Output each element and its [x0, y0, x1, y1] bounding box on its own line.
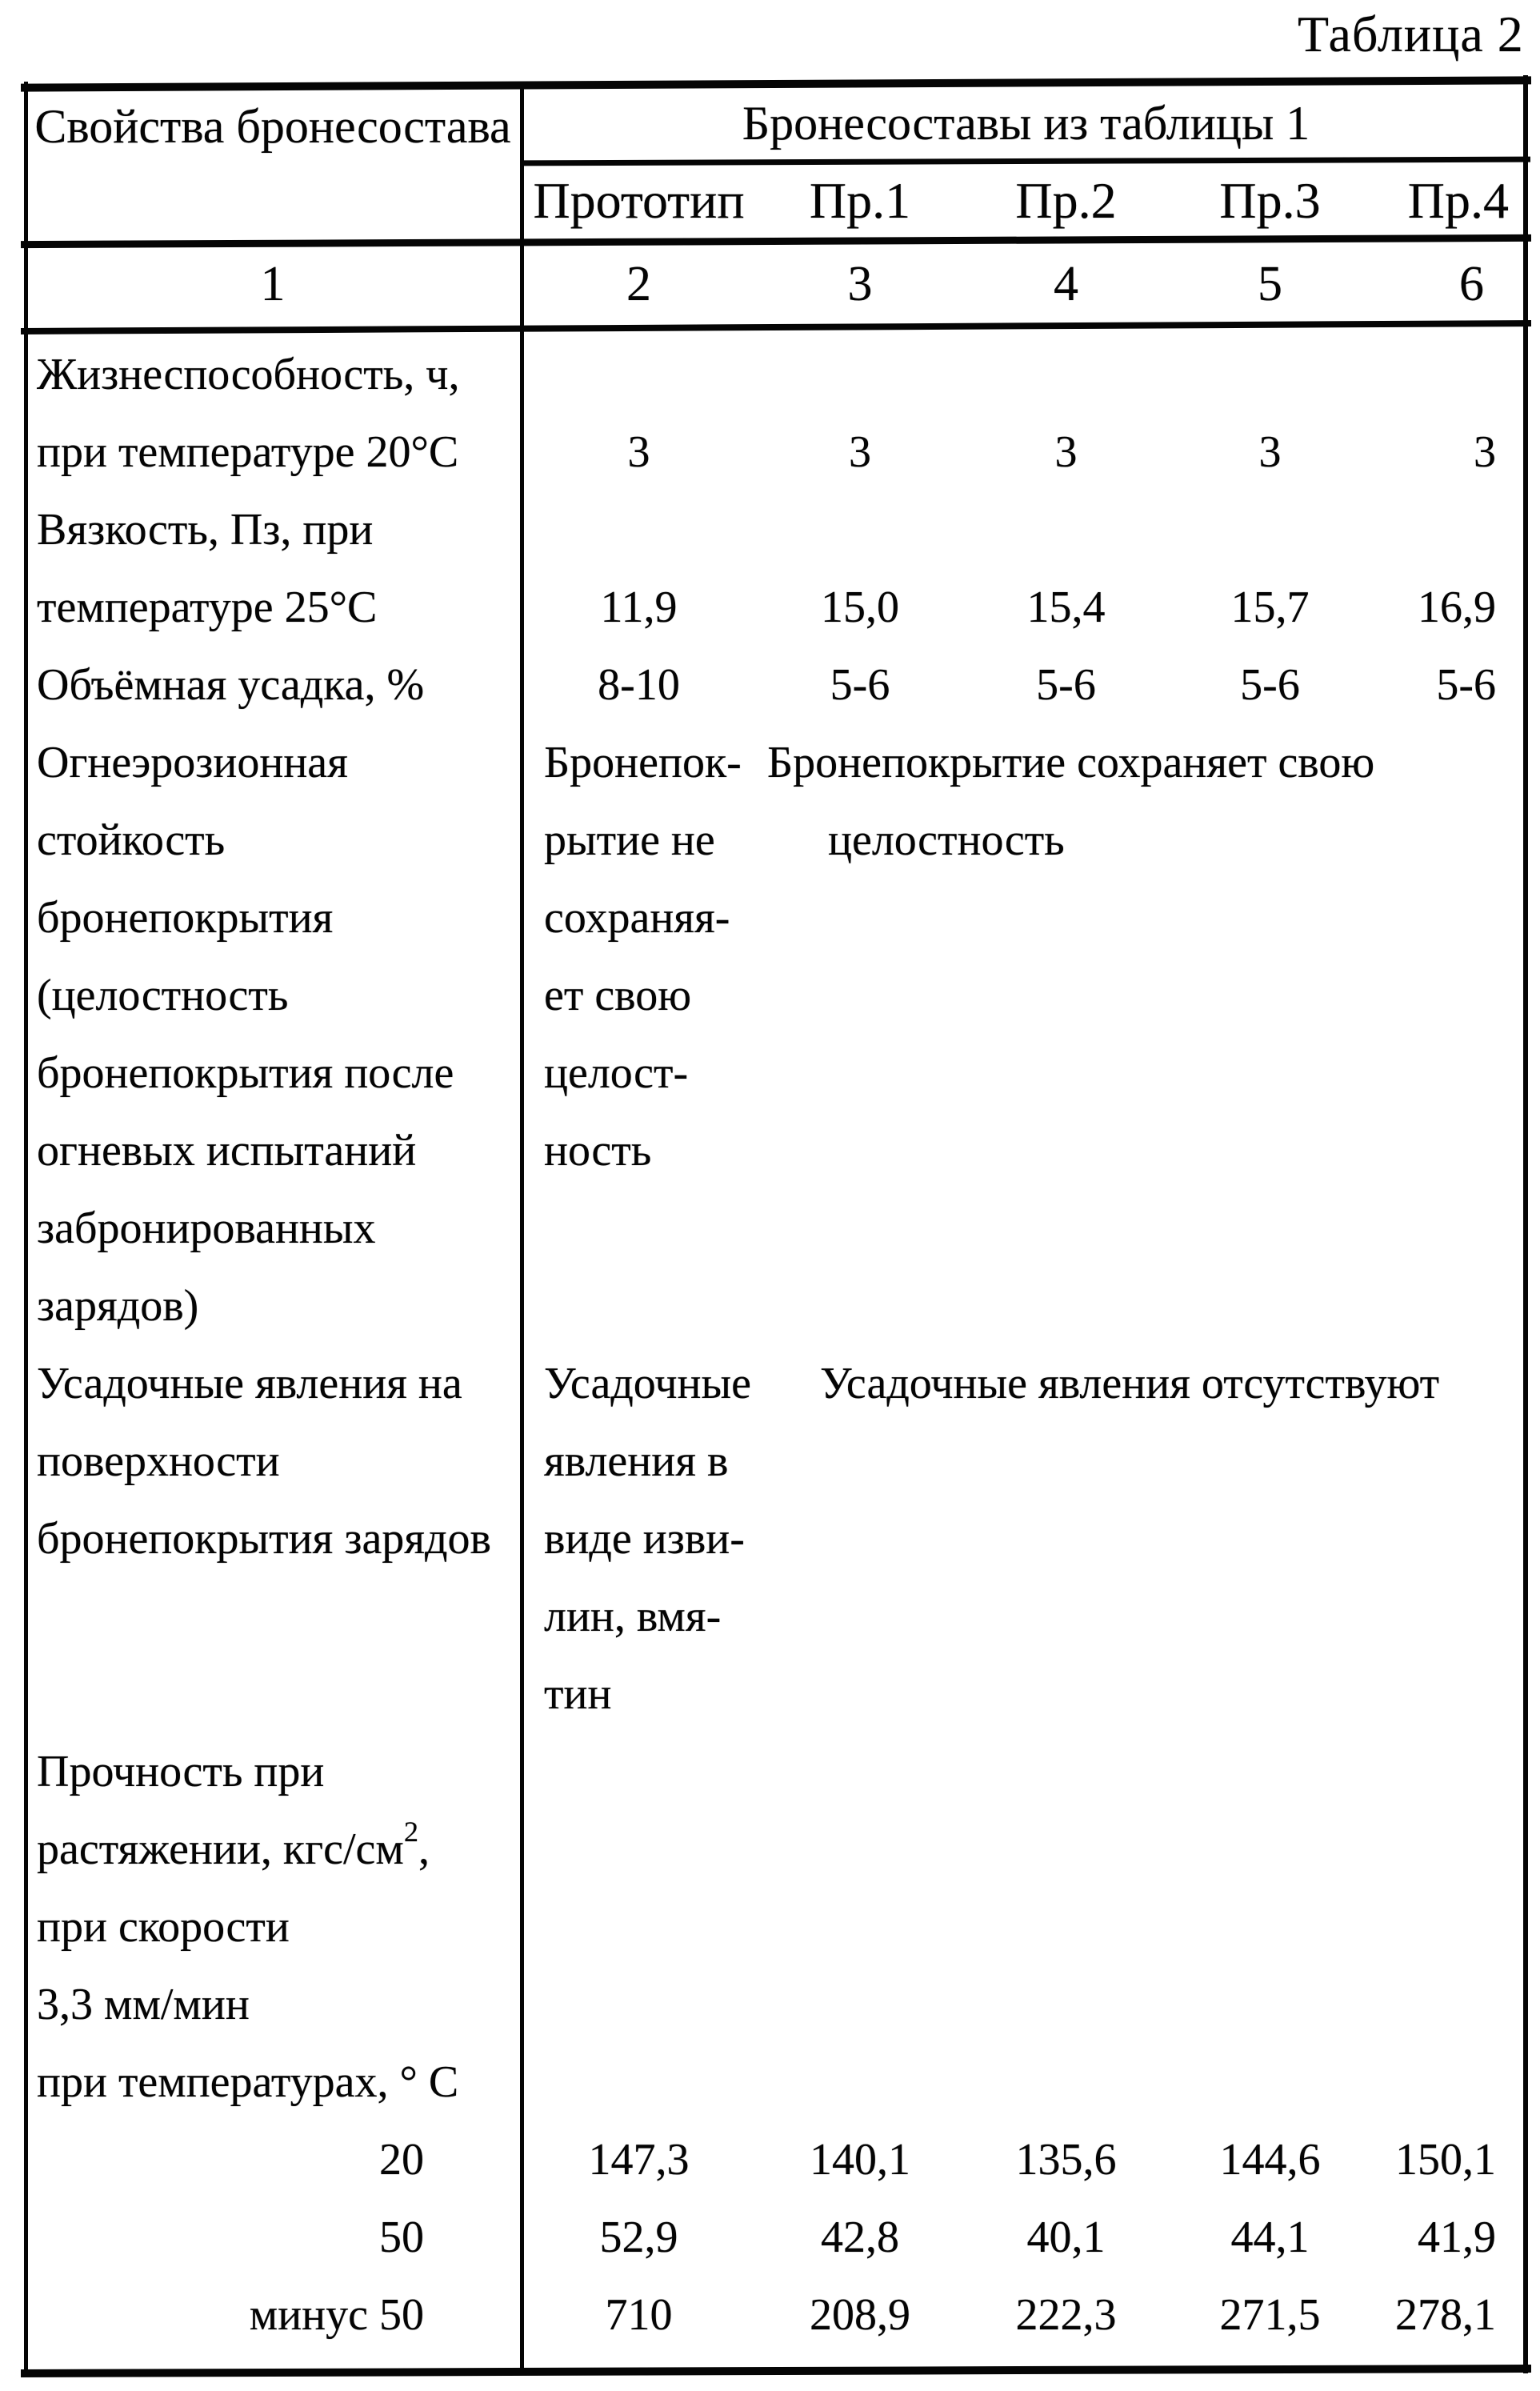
value-cell: 5-6	[1240, 660, 1300, 710]
prototype-cell: ет свою	[544, 971, 692, 1020]
value-cell: 42,8	[821, 2213, 899, 2262]
property-label: Объёмная усадка, %	[37, 660, 425, 710]
property-label: огневых испытаний	[37, 1126, 417, 1175]
header-properties-column: Свойства бронесостава	[34, 100, 511, 153]
value-cell: 3	[1258, 427, 1282, 477]
property-label: Прочность при	[37, 1747, 325, 1796]
property-label: Жизнеспособность, ч,	[37, 350, 460, 399]
property-label: при температурах, ° С	[37, 2057, 459, 2107]
text-segment: растяжении, кгс/см	[37, 1824, 404, 1874]
value-cell: 44,1	[1230, 2213, 1310, 2262]
prototype-cell: Усадочные	[544, 1359, 751, 1408]
value-cell: 15,0	[821, 583, 899, 632]
value-cell: 16,9	[1418, 583, 1496, 632]
prototype-cell: виде изви-	[544, 1514, 745, 1564]
superscript: 2	[403, 1816, 419, 1848]
value-cell: 140,1	[810, 2135, 910, 2185]
column-header-pr2: Пр.2	[1015, 172, 1117, 229]
property-label: минус 50	[249, 2290, 424, 2340]
property-label: стойкость	[37, 815, 226, 865]
value-cell: 11,9	[600, 583, 678, 632]
value-cell: 222,3	[1015, 2290, 1117, 2340]
column-number-6: 6	[1459, 257, 1484, 311]
property-label: бронепокрытия	[37, 893, 334, 943]
value-cell: 52,9	[599, 2213, 678, 2262]
value-cell: 144,6	[1219, 2135, 1321, 2185]
value-cell: 41,9	[1418, 2213, 1496, 2262]
property-label: 3,3 мм/мин	[37, 1980, 250, 2029]
value-cell: 278,1	[1395, 2290, 1496, 2340]
value-cell: 3	[849, 427, 871, 477]
property-label: забронированных	[37, 1204, 376, 1253]
value-cell: 208,9	[810, 2290, 910, 2340]
property-label: Огнеэрозионная	[37, 738, 348, 787]
value-cell: 8-10	[598, 660, 680, 710]
column-number-3: 3	[847, 257, 873, 311]
examples-merged-cell: Бронепокрытие сохраняет свою	[767, 738, 1375, 787]
value-cell: 5-6	[830, 660, 890, 710]
value-cell: 710	[605, 2290, 673, 2340]
column-number-5: 5	[1258, 257, 1282, 311]
property-label: при температуре 20°С	[37, 427, 459, 477]
prototype-cell: рытие не	[544, 815, 715, 865]
prototype-cell: явления в	[544, 1436, 729, 1486]
property-label: Усадочные явления на	[37, 1359, 462, 1408]
value-cell: 15,7	[1230, 583, 1310, 632]
value-cell: 5-6	[1036, 660, 1096, 710]
value-cell: 150,1	[1395, 2135, 1496, 2185]
prototype-cell: ность	[544, 1126, 652, 1175]
value-cell: 135,6	[1015, 2135, 1117, 2185]
column-numbering-row	[24, 245, 1528, 324]
header-group-title: Бронесоставы из таблицы 1	[742, 96, 1310, 150]
value-cell: 3	[1054, 427, 1078, 477]
column-number-4: 4	[1054, 257, 1078, 311]
property-label: 20	[379, 2135, 424, 2185]
property-label: температуре 25°С	[37, 583, 378, 632]
property-label: бронепокрытия после	[37, 1048, 454, 1098]
examples-merged-cell: Усадочные явления отсутствуют	[820, 1359, 1440, 1408]
property-label: поверхности	[37, 1436, 280, 1486]
data-table	[24, 80, 1528, 2378]
prototype-cell: сохраняя-	[544, 893, 730, 943]
value-cell: 271,5	[1219, 2290, 1321, 2340]
prototype-cell: лин, вмя-	[544, 1592, 722, 1641]
column-number-2: 2	[626, 257, 651, 311]
property-label: (целостность	[37, 971, 289, 1020]
value-cell: 3	[627, 427, 650, 477]
value-cell: 5-6	[1436, 660, 1496, 710]
value-cell: 40,1	[1026, 2213, 1106, 2262]
property-label	[24, 1811, 522, 1888]
column-header-prototype: Прототип	[533, 172, 745, 229]
table-body	[24, 336, 1528, 2354]
prototype-cell: Бронепок-	[544, 738, 742, 787]
prototype-cell: целост-	[544, 1048, 689, 1098]
property-label: 50	[379, 2213, 424, 2262]
value-cell: 3	[1474, 427, 1496, 477]
column-header-pr1: Пр.1	[809, 172, 911, 229]
property-label: зарядов)	[37, 1281, 199, 1331]
value-cell: 147,3	[588, 2135, 690, 2185]
column-header-pr4: Пр.4	[1407, 172, 1509, 229]
text-segment: ,	[418, 1824, 430, 1874]
table-caption: Таблица 2	[1298, 6, 1524, 62]
property-label: Вязкость, Пз, при	[37, 505, 374, 555]
property-label: при скорости	[37, 1902, 290, 1952]
table-border-bottom	[21, 2365, 1531, 2377]
property-label: бронепокрытия зарядов	[37, 1514, 491, 1564]
value-cell: 15,4	[1026, 583, 1106, 632]
examples-merged-cell: целостность	[828, 815, 1065, 865]
prototype-cell: тин	[544, 1669, 612, 1719]
column-header-pr3: Пр.3	[1219, 172, 1321, 229]
header-subcolumns-row	[24, 164, 1528, 238]
column-number-1: 1	[260, 257, 286, 311]
